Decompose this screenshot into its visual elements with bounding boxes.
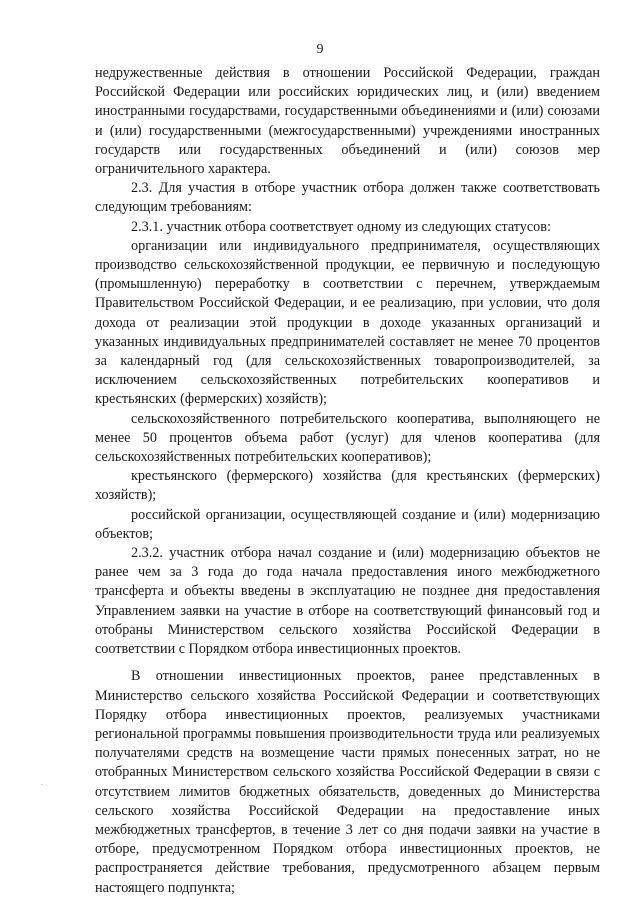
paragraph-2-3-1: 2.3.1. участник отбора соответствует одному из следующих статусов: — [131, 218, 551, 235]
paragraph-2-3-2: 2.3.2. участник отбора начал создание и (или) модернизацию объектов не ранее чем за 3 года до года начала предоставления иного межбюджетного трансферта и объекты введены в эксплуатацию не позднее дня предоставления Управлением заявки на участие в отборе на соответствующий финансовый год и отобраны Министерством сельского хозяйства Российской Федерации в соответствии с Порядком отбора инвестиционных проектов. — [95, 545, 600, 658]
paragraph-status-cooperative: сельскохозяйственного потребительского кооператива, выполняющего не менее 50 процентов объема работ (услуг) для членов кооператива (для сельскохозяйственных потребительских кооперативов); — [95, 410, 600, 466]
paragraph-investment-projects: В отношении инвестиционных проектов, ранее представленных в Министерство сельского хозяйства Российской Федерации и соответствующих Порядку отбора инвестиционных проектов, реализуемых участниками региональной программы повышения производительности труда или реализуемых получателями средств на возмещение части прямых понесенных затрат, но не отобранных Министерством сельского хозяйства Российской Федерации в связи с отсутствием лимитов бюджетных обязательств, доведенных до Министерства сельского хозяйства Российской Федерации на предоставление иных межбюджетных трансфертов, в течение 3 лет со дня подачи заявки на участие в отборе, предусмотренном Порядком отбора инвестиционных проектов, не распространяется действие требования, предусмотренного абзацем первым настоящего подпункта; — [95, 668, 600, 896]
paragraph-status-organization: организации или индивидуального предпринимателя, осуществляющих производство сельскохозяйственной продукции, ее первичную и последующую (промышленную) переработку в соответствии с перечнем, утверждаемым Правительством Российской Федерации, и ее реализацию, при условии, что доля дохода от реализации этой продукции в доходе указанных организаций и указанных индивидуальных предпринимателей составляет не менее 70 процентов за календарный год (для сельскохозяйственных товаропроизводителей, за исключением сельскохозяйственных потребительских кооперативов и крестьянских (фермерских) хозяйств); — [95, 237, 600, 408]
margin-mark: · — [40, 780, 44, 791]
document-body — [95, 64, 600, 898]
paragraph-status-russian-org: российской организации, осуществляющей создание и (или) модернизацию объектов; — [95, 506, 600, 542]
paragraph-2-3: 2.3. Для участия в отборе участник отбора должен также соответствовать следующим требованиям: — [95, 180, 600, 216]
paragraph-status-farm: крестьянского (фермерского) хозяйства (для крестьянских (фермерских) хозяйств); — [95, 468, 600, 504]
paragraph-continuation: недружественные действия в отношении Российской Федерации, граждан Российской Федерации или российских юридических лиц, и (или) введением иностранными государствами, государственными объединениями и (или) союзами и (или) государственными (межгосударственными) учреждениями иностранных государств или государственных объединений и (или) союзов мер ограничительного характера. — [95, 65, 600, 178]
page-number: 9 — [316, 42, 324, 57]
